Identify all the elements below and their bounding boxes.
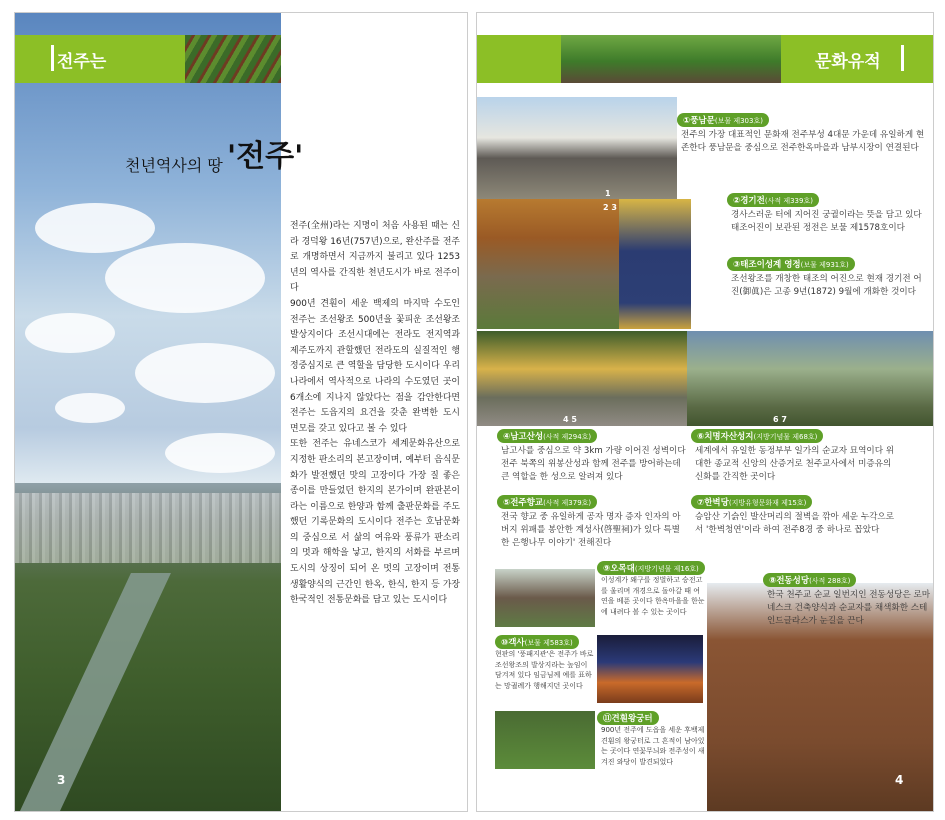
gaeksa-photo xyxy=(597,635,703,703)
site-description: 한국 천주교 순교 일번지인 전동성당은 로마네스크 건축양식과 순교자를 채색화한 스테인드글라스가 눈길을 끈다 xyxy=(767,590,931,626)
site-description: 남고사를 중심으로 약 3km 가량 이어진 성벽이다 전주 북쪽의 위봉산성과 함께 전주를 방어하는데 큰 역할을 한 성으로 알려져 있다 xyxy=(501,446,686,482)
intro-text xyxy=(290,219,460,609)
site-description: 승암산 기슭인 발산머리의 절벽을 깎아 세운 누각으로서 '한벽청연'이라 하여 전주8경 중 하나로 꼽았다 xyxy=(695,512,895,535)
gyeonggijeon-photo xyxy=(477,199,619,329)
calligraphy-title: '전주' xyxy=(227,139,304,174)
section-title: 전주는 xyxy=(57,52,107,72)
site-description: 현판의 '풍패지관'은 전주가 바로 조선왕조의 발상지라는 높임이 담겨져 있다 임금님께 예를 표하는 망궐례가 행해지던 곳이다 xyxy=(495,650,594,690)
site-tag: ⑨오목대(지방기념물 제16호) xyxy=(597,561,705,575)
paragraph: 또한 전주는 유네스코가 세계문화유산으로 지정한 판소리의 본고장이며, 예부터 음식문화가 발전했던 맛의 고장이다 가장 질 좋은 종이를 만들었던 한지의 본가이며 완판본이라는 이름으로 한양과 함께 출판문화를 주도했던 기록문화의 도시이다 전주는 호남문화의 중심으로 서 삶의 여유와 풍류가 판소리의 멋과 해학을 낳고, 한지의 서화를 부르며 도시의 상징이 되어 온 멋의 고장이며 전통생활양식의 근간인 한옥, 한식, 한지 등 가장 한국적인 전통문화를 담고 있는 도시이다 xyxy=(290,439,460,606)
gyeonhwon-palace-photo xyxy=(495,711,595,769)
site-description: 경사스러운 터에 지어진 궁궐이라는 뜻을 담고 있다 태조어진이 보관된 정전은 보물 제1578호이다 xyxy=(731,210,922,233)
site-tag: ④남고산성(사적 제294호) xyxy=(497,429,597,443)
section-title: 문화유적 xyxy=(815,52,881,72)
site-description: 이성계가 왜구를 정벌하고 승전고를 울리며 개경으로 돌아갈 때 여연을 베푼 곳이다 한옥마을을 한눈에 내려다 볼 수 있는 곳이다 xyxy=(601,576,705,616)
header-landscape-photo xyxy=(561,35,781,83)
site-tag: ②경기전(사적 제339호) xyxy=(727,193,819,207)
site-tag: ⑥치명자산성지(지방기념물 제68호) xyxy=(691,429,823,443)
photo-number: 6 7 xyxy=(773,415,787,424)
page-subtitle: 천년역사의 땅 xyxy=(125,156,223,175)
paragraph: 900년 견훤이 세운 백제의 마지막 수도인 전주는 조선왕조 500년을 꽃피운 조선왕조 발상지이다 조선시대에는 전라도 전지역과 제주도까지 관할했던 전라도의 실질적인 행정중심지로 큰 역할을 담당한 도시이다 우리나라에서 역사적으로 나라의 수도였던 곳이 6개소에 지나지 않았다는 점을 감안한다면 전주는 도읍지의 요건을 갖춘 완벽한 도시 면모를 갖고 있다고 볼 수 있다 xyxy=(290,298,460,434)
site-tag: ⑧전동성당(사적 288호) xyxy=(763,573,856,587)
page-number: 4 xyxy=(895,773,904,787)
omokdae-photo xyxy=(495,569,595,627)
namgosanseong-photo xyxy=(477,331,687,426)
header-roof-photo xyxy=(185,35,281,83)
right-page xyxy=(476,12,934,812)
photo-number: 4 5 xyxy=(563,415,577,424)
site-description: 세계에서 유일한 동정부부 일가의 순교자 묘역이다 위대한 종교적 신앙의 산증거로 천주교사에서 미증유의 신화를 간직한 곳이다 xyxy=(695,446,895,482)
taejo-portrait-photo xyxy=(619,199,691,329)
site-tag: ⑩객사(보물 제583호) xyxy=(495,635,579,649)
left-page xyxy=(14,12,468,812)
site-description: 전주의 가장 대표적인 문화재 전주부성 4대문 가운데 유일하게 현존한다 풍남문을 중심으로 전주한옥마을과 남부시장이 연결된다 xyxy=(681,130,925,153)
site-description: 전국 향교 중 유일하게 공자 명자 증자 인자의 아버지 위패를 봉안한 계성사(啓聖祠)가 있다 특별한 은행나무 이야기' 전해진다 xyxy=(501,512,681,548)
chimyeongja-photo xyxy=(687,331,933,426)
site-tag: ⑤전주향교(사적 제379호) xyxy=(497,495,597,509)
site-tag: ⑦한벽당(지방유형문화재 제15호) xyxy=(691,495,812,509)
photo-number: 2 3 xyxy=(603,203,617,212)
site-description: 조선왕조를 개창한 태조의 어진으로 현재 경기전 어진(御眞)은 고종 9년(1872) 9월에 개화한 것이다 xyxy=(731,274,922,297)
page-number: 3 xyxy=(57,773,66,787)
photo-number: 1 xyxy=(605,189,611,198)
site-description: 900년 전주에 도읍을 세운 후백제 견훤의 왕궁터로 그 흔적이 남아있는 곳이다 연꽃무늬와 전주성이 새겨진 와당이 발견되었다 xyxy=(601,726,705,766)
pungnammun-photo xyxy=(477,97,677,199)
site-tag: ③태조이성계 영정(보물 제931호) xyxy=(727,257,855,271)
paragraph: 전주(全州)라는 지명이 처음 사용된 때는 신라 경덕왕 16년(757년)으로, 완산주를 전주로 개명하면서 지금까지 불리고 있다 1253년의 역사를 간직한 천년도시가 바로 전주이다 xyxy=(290,221,460,294)
site-tag: ①풍남문(보물 제303호) xyxy=(677,113,769,127)
site-tag: ⑪견훤왕궁터 xyxy=(597,711,659,725)
